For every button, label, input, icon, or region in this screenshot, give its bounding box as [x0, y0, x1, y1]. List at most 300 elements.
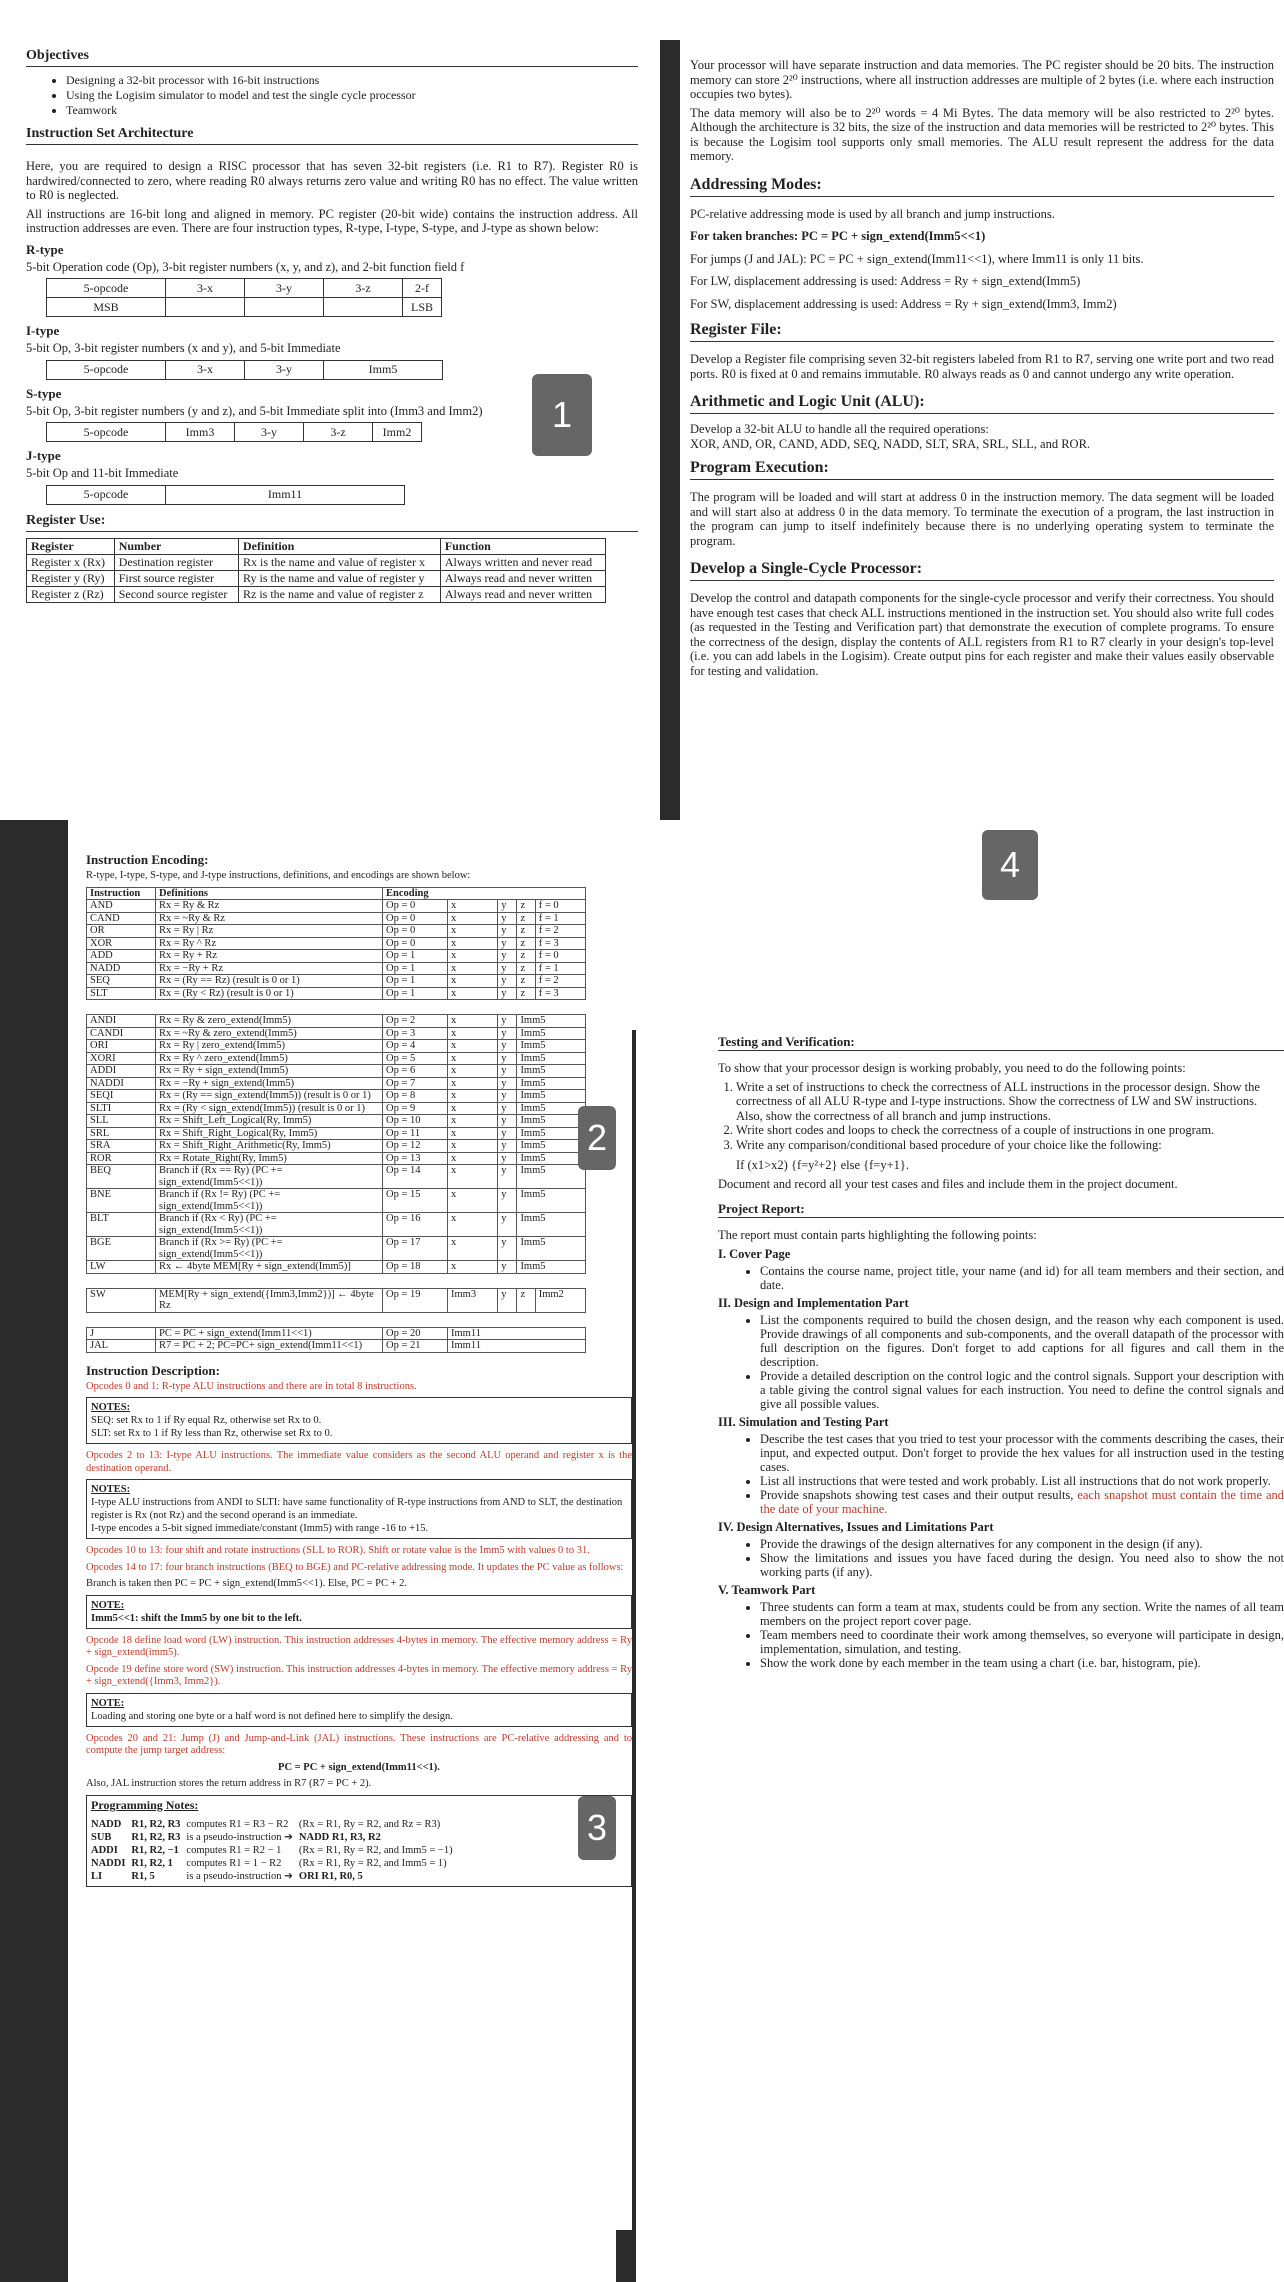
list-item: 3. Write any comparison/conditional based procedure of your choice like the following: [736, 1138, 1284, 1153]
msb-label: MSB [47, 298, 166, 317]
snapshot-warning: each snapshot must contain the time and the date of your machine. [760, 1487, 1284, 1516]
table-row [87, 962, 586, 975]
dark-divider-top [660, 40, 680, 830]
cell: Op = 0 [383, 937, 448, 950]
memory-paragraph-1: Your processor will have separate instruction and data memories. The PC register should be 20 bits. The instruction memory can store 2²⁰ instructions, where all instruction addresses are multiple of 2 bytes (i.e. where each instruction occupies two bytes). [690, 58, 1274, 101]
cell: ADD [87, 950, 156, 963]
cell: ORI R1, R0, 5 [298, 1870, 363, 1882]
cell: Op = 6 [383, 1065, 448, 1078]
cell: y [498, 1189, 517, 1213]
cell: y [498, 1015, 517, 1028]
cell: x [448, 1213, 498, 1237]
cell: CAND [87, 912, 156, 925]
cell: First source register [114, 570, 238, 586]
cell: Imm5 [517, 1027, 586, 1040]
rtype-desc: 5-bit Operation code (Op), 3-bit register numbers (x, y, and z), and 2-bit function field f [26, 259, 465, 274]
cell: BLT [87, 1213, 156, 1237]
cell: x [448, 1237, 498, 1261]
field: 3-y [245, 279, 324, 298]
cell: R1, R2, −1 [131, 1844, 179, 1856]
addr-line: For SW, displacement addressing is used: Address = Ry + sign_extend(Imm3, Imm2) [690, 296, 1117, 311]
cell: NADD [87, 962, 156, 975]
cell: z [517, 950, 535, 963]
field: 3-z [304, 423, 373, 442]
cell: SLL [87, 1115, 156, 1128]
memory-paragraph-2: The data memory will also be to 2²⁰ words = 4 Mi Bytes. The data memory will be also restricted to 2²⁰ bytes. Although the architecture is 32 bits, the size of the instruction and data memories will be restricted to 2²⁰ bytes. This is because the Logisim tool supports only small memories. The ALU result represent the address for the data memory. [690, 105, 1274, 163]
cell: y [498, 1261, 517, 1274]
cell: y [498, 1152, 517, 1165]
page-panel-5 [636, 1030, 1284, 2282]
note-line: SLT: set Rx to 1 if Ry less than Rz, otherwise set Rx to 0. [91, 1428, 333, 1439]
cell: x [448, 912, 498, 925]
column-header: Definitions [156, 887, 383, 900]
cell: x [448, 925, 498, 938]
report-intro: The report must contain parts highlighting the following points: [718, 1228, 1037, 1242]
testing-code: If (x1>x2) {f=y²+2} else {f=y+1}. [736, 1158, 910, 1172]
cell: Always written and never read [440, 554, 605, 570]
cell: f = 1 [535, 962, 585, 975]
cell: y [498, 1077, 517, 1090]
section-2-title: II. Design and Implementation Part [718, 1295, 909, 1310]
field: 3-y [245, 360, 324, 379]
register-file-paragraph: Develop a Register file comprising seven 32-bit registers labeled from R1 to R7, serving one write port and two read ports. R0 is fixed at 0 and remains immutable. R0 always reads as 0 and cannot undergo any write operation. [690, 352, 1274, 381]
cell: Rx = ~Ry & Rz [156, 912, 383, 925]
jtype-desc: 5-bit Op and 11-bit Immediate [26, 466, 179, 480]
cell: Rx = Shift_Right_Logical(Ry, Imm5) [156, 1127, 383, 1140]
cell: Op = 13 [383, 1152, 448, 1165]
table-row [87, 1065, 586, 1078]
cell: SRA [87, 1140, 156, 1153]
opcode-2-13-text: Opcodes 2 to 13: I-type ALU instructions. The immediate value considers as the second ALU operand and register x is the destination operand. [86, 1450, 632, 1474]
table-row [27, 570, 606, 586]
cell: Imm5 [517, 1065, 586, 1078]
field: 3-z [324, 279, 403, 298]
cell: R7 = PC + 2; PC=PC+ sign_extend(Imm11<<1) [156, 1340, 383, 1353]
cell: ANDI [87, 1015, 156, 1028]
list-item: • Contains the course name, project title, your name (and id) for all team members and their section, and date. [760, 1264, 1284, 1292]
cell: Imm2 [535, 1288, 585, 1312]
cell: Imm5 [517, 1102, 586, 1115]
register-use-table [26, 538, 606, 603]
cell: Rx = Ry ^ Rz [156, 937, 383, 950]
table-row [87, 1015, 586, 1028]
cell: x [448, 962, 498, 975]
note-line: I-type ALU instructions from ANDI to SLTI: have same functionality of R-type instructions from AND to SLT, the destination register is Rx (not Rz) and the second operand is an immediate. [91, 1497, 623, 1521]
cell: y [498, 1102, 517, 1115]
table-row [87, 1127, 586, 1140]
cell: Rx = −Ry + sign_extend(Imm5) [156, 1077, 383, 1090]
cell: Op = 18 [383, 1261, 448, 1274]
field: 5-opcode [47, 423, 166, 442]
cell: computes R1 = R3 − R2 [186, 1818, 289, 1830]
cell: XOR [87, 937, 156, 950]
section-3-list [718, 1432, 1284, 1516]
programming-notes-table [91, 1818, 459, 1883]
note-line: Loading and storing one byte or a half word is not defined here to simplify the design. [91, 1710, 453, 1722]
cell: Imm5 [517, 1237, 586, 1261]
page-badge-2: 2 [578, 1106, 616, 1170]
cell: x [448, 1090, 498, 1103]
cell: Rx = (Ry < sign_extend(Imm5)) (result is 0 or 1) [156, 1102, 383, 1115]
cell: Imm3 [448, 1288, 498, 1312]
cell: Imm5 [517, 1152, 586, 1165]
column-header: Definition [239, 538, 441, 554]
cell: MEM[Ry + sign_extend({Imm3,Imm2})] ← 4byte Rz [156, 1288, 383, 1312]
cell: BNE [87, 1189, 156, 1213]
cell: x [448, 1261, 498, 1274]
cell: SUB [91, 1831, 112, 1843]
cell: Op = 20 [383, 1327, 448, 1340]
cell: Always read and never written [440, 586, 605, 602]
list-item: • Team members need to coordinate their work among themselves, so everyone will participate in design, implementation, simulation, and testing. [760, 1628, 1284, 1656]
column-header: Instruction [87, 887, 156, 900]
cell: Imm5 [517, 1165, 586, 1189]
field: Imm5 [324, 360, 443, 379]
table-row [87, 1213, 586, 1237]
encoding-desc: R-type, I-type, S-type, and J-type instructions, definitions, and encodings are shown below: [86, 870, 471, 881]
table-row [91, 1831, 459, 1844]
cell: x [448, 1015, 498, 1028]
cell: Rx = (Ry == Rz) (result is 0 or 1) [156, 975, 383, 988]
cell: y [498, 1140, 517, 1153]
rtype-format-table [46, 278, 442, 317]
section-3-title: III. Simulation and Testing Part [718, 1414, 889, 1429]
cell: y [498, 1027, 517, 1040]
list-item: • List all instructions that were tested and work probably. List all instructions that do not work properly. [760, 1474, 1284, 1488]
cell: Rx = Ry + sign_extend(Imm5) [156, 1065, 383, 1078]
cell: Always read and never written [440, 570, 605, 586]
cell: SLTI [87, 1102, 156, 1115]
cell: ROR [87, 1152, 156, 1165]
cell: Op = 1 [383, 987, 448, 1000]
cell: NADDI [87, 1077, 156, 1090]
cell: Rx ← 4byte MEM[Ry + sign_extend(Imm5)] [156, 1261, 383, 1274]
cell: Op = 17 [383, 1237, 448, 1261]
cell: SLT [87, 987, 156, 1000]
table-row [87, 987, 586, 1000]
table-row [87, 1340, 586, 1353]
field: 5-opcode [47, 485, 166, 504]
cell: NADD [91, 1818, 122, 1830]
cell: XORI [87, 1052, 156, 1065]
table-row [87, 1140, 586, 1153]
cell: x [448, 1040, 498, 1053]
cell: z [517, 912, 535, 925]
cell: Op = 8 [383, 1090, 448, 1103]
cell: Op = 15 [383, 1189, 448, 1213]
table-row [87, 1052, 586, 1065]
cell: NADDI [91, 1857, 126, 1869]
cell: y [498, 1127, 517, 1140]
cell: Op = 5 [383, 1052, 448, 1065]
snapshot-text: Provide snapshots showing test cases and their output results, [760, 1487, 1074, 1502]
table-row [87, 1102, 586, 1115]
cell: SEQ [87, 975, 156, 988]
cell: Second source register [114, 586, 238, 602]
notes-title: NOTE: [91, 1599, 125, 1611]
cell: y [498, 975, 517, 988]
cell: x [448, 1102, 498, 1115]
table-row [91, 1818, 459, 1831]
notes-title: NOTES: [91, 1402, 131, 1413]
instruction-description-heading: Instruction Description: [86, 1362, 220, 1378]
cell: x [448, 1152, 498, 1165]
section-5-list [718, 1600, 1284, 1670]
list-item: • Three students can form a team at max, students could be from any section. Write the names of all team members on the project report cover page. [760, 1600, 1284, 1628]
cell: f = 3 [535, 937, 585, 950]
cell: Rx = Ry | zero_extend(Imm5) [156, 1040, 383, 1053]
section-1-list [718, 1264, 1284, 1292]
table-row [87, 912, 586, 925]
cell: Imm11 [448, 1327, 586, 1340]
cell: is a pseudo-instruction ➔ [186, 1831, 293, 1843]
cell: SRL [87, 1127, 156, 1140]
itype-format-table [46, 360, 443, 380]
encoding-heading: Instruction Encoding: [86, 852, 209, 867]
notes-title: NOTES: [91, 1484, 131, 1495]
cell: x [448, 1127, 498, 1140]
dark-divider-right [616, 820, 1284, 1030]
table-row [87, 1027, 586, 1040]
cell: Op = 10 [383, 1115, 448, 1128]
cell: (Rx = R1, Ry = R2, and Rz = R3) [298, 1818, 441, 1830]
opcode-18-text: Opcode 18 define load word (LW) instruction. This instruction addresses 4-bytes in memory. The effective memory address = Ry + sign_extend(imm5). [86, 1634, 632, 1658]
lsb-label: LSB [403, 298, 442, 317]
cell: z [517, 962, 535, 975]
cell: y [498, 1115, 517, 1128]
dark-divider-left [0, 820, 68, 2282]
cell: CANDI [87, 1027, 156, 1040]
table-row [87, 950, 586, 963]
cell: Op = 9 [383, 1102, 448, 1115]
cell: y [498, 900, 517, 913]
cell: Op = 1 [383, 975, 448, 988]
table-row [27, 554, 606, 570]
cell: Rx = Shift_Right_Arithmetic(Ry, Imm5) [156, 1140, 383, 1153]
table-row [87, 1165, 586, 1189]
table-row [87, 1090, 586, 1103]
table-row [91, 1844, 459, 1857]
cell: is a pseudo-instruction ➔ [186, 1870, 293, 1882]
cell: y [498, 912, 517, 925]
cell: x [448, 937, 498, 950]
jtype-heading: J-type [26, 448, 61, 463]
report-heading: Project Report: [718, 1201, 1284, 1218]
cell: f = 0 [535, 950, 585, 963]
cell: z [517, 937, 535, 950]
list-item: • Show the work done by each member in the team using a chart (i.e. bar, histogram, pie). [760, 1656, 1284, 1670]
cell: x [448, 987, 498, 1000]
cell: x [448, 900, 498, 913]
cell: Rx = (Ry < Rz) (result is 0 or 1) [156, 987, 383, 1000]
cell: y [498, 950, 517, 963]
field: 5-opcode [47, 279, 166, 298]
page-panel-4 [690, 58, 1274, 830]
list-item: • Designing a 32-bit processor with 16-bit instructions [66, 73, 638, 88]
field: 3-x [166, 279, 245, 298]
cell: Op = 3 [383, 1027, 448, 1040]
note-line: SEQ: set Rx to 1 if Ry equal Rz, otherwise set Rx to 0. [91, 1415, 322, 1426]
cell: PC = PC + sign_extend(Imm11<<1) [156, 1327, 383, 1340]
cell: y [498, 925, 517, 938]
field: 3-y [235, 423, 304, 442]
field: 3-x [166, 360, 245, 379]
cell: x [448, 950, 498, 963]
opcode-20-21-text: Opcodes 20 and 21: Jump (J) and Jump-and-Link (JAL) instructions. These instructions are PC-relative addressing and to compute the jump target address: [86, 1732, 632, 1756]
table-row [87, 1237, 586, 1261]
testing-doc: Document and record all your test cases and files and include them in the project document. [718, 1176, 1178, 1191]
cell: Op = 11 [383, 1127, 448, 1140]
table-row [87, 1327, 586, 1340]
stype-format-table [46, 422, 422, 442]
cell: y [498, 1052, 517, 1065]
table-row [87, 975, 586, 988]
table-row [87, 1077, 586, 1090]
stype-heading: S-type [26, 385, 62, 401]
list-item: 1. Write a set of instructions to check the correctness of ALL instructions in the processor design. Show the correctness of all ALU R-type and I-type instructions. Show the correctness of LW and SW instructions. Also, show the correctness of all branch and jump instructions. [736, 1080, 1284, 1124]
table-row [91, 1870, 459, 1883]
cell: y [498, 987, 517, 1000]
cell: Op = 0 [383, 925, 448, 938]
table-row [87, 1261, 586, 1274]
testing-heading: Testing and Verification: [718, 1034, 1284, 1051]
cell: Imm5 [517, 1015, 586, 1028]
cell: Op = 1 [383, 950, 448, 963]
cell: Rx = −Ry + Rz [156, 962, 383, 975]
notes-box-4 [86, 1693, 632, 1727]
cell: ORI [87, 1040, 156, 1053]
branch-text: Branch is taken then PC = PC + sign_extend(Imm5<<1). Else, PC = PC + 2. [86, 1578, 408, 1589]
cell: Rx = Ry | Rz [156, 925, 383, 938]
cell: y [498, 1213, 517, 1237]
cell: f = 2 [535, 975, 585, 988]
section-2-list [718, 1313, 1284, 1411]
field: Imm2 [373, 423, 422, 442]
cell: Op = 2 [383, 1015, 448, 1028]
cell: R1, R2, R3 [131, 1818, 181, 1830]
cell: Rx = ~Ry & zero_extend(Imm5) [156, 1027, 383, 1040]
cell: J [87, 1327, 156, 1340]
cell: x [448, 1027, 498, 1040]
addressing-heading: Addressing Modes: [690, 176, 1274, 197]
itype-heading: I-type [26, 323, 60, 338]
isa-paragraph-2: All instructions are 16-bit long and aligned in memory. PC register (20-bit wide) contains the instruction address. All instruction addresses are even. There are four instruction types, R-type, I-type, S-type, and J-type as shown below: [26, 206, 638, 235]
develop-paragraph: Develop the control and datapath components for the single-cycle processor and verify their correctness. You should have enough test cases that check ALL instructions mentioned in the instruction set. You should also write full codes (as requested in the Testing and Verification part) that demonstrate the execution of complete programs. To ensure the correctness of the design, display the contents of ALL registers from R1 to R7 clearly in your design's top-level (i.e. you can add labels in the Logisim). Create output pins for each register and make their values easily observable for testing and validation. [690, 591, 1274, 678]
cell: Imm5 [517, 1077, 586, 1090]
cell: Branch if (Rx < Ry) (PC += sign_extend(Imm5<<1)) [156, 1213, 383, 1237]
testing-intro: To show that your processor design is working probably, you need to do the following points: [718, 1061, 1186, 1075]
jtype-format-table [46, 485, 405, 505]
cell: Branch if (Rx == Ry) (PC += sign_extend(Imm5<<1)) [156, 1165, 383, 1189]
cell: f = 2 [535, 925, 585, 938]
cell: SEQI [87, 1090, 156, 1103]
cell: z [517, 900, 535, 913]
cell: computes R1 = R2 − 1 [186, 1844, 282, 1856]
cell: Imm5 [517, 1213, 586, 1237]
addr-line: PC-relative addressing mode is used by all branch and jump instructions. [690, 206, 1055, 221]
column-header: Function [440, 538, 605, 554]
notes-title: NOTE: [91, 1697, 125, 1709]
cell: Op = 1 [383, 962, 448, 975]
addr-line: For LW, displacement addressing is used: Address = Ry + sign_extend(Imm5) [690, 274, 1081, 288]
cell: Rx is the name and value of register x [239, 554, 441, 570]
cell: y [498, 1288, 517, 1312]
field: Imm11 [166, 485, 405, 504]
table-row [87, 925, 586, 938]
cell: R1, 5 [131, 1870, 155, 1882]
note-line: I-type encodes a 5-bit signed immediate/constant (Imm5) with range -16 to +15. [91, 1523, 429, 1534]
testing-list [718, 1080, 1284, 1153]
opcode-14-17-text: Opcodes 14 to 17: four branch instructions (BEQ to BGE) and PC-relative addressing mode. It updates the PC value as follows: [86, 1561, 624, 1573]
notes-box-3 [86, 1595, 632, 1629]
note-line: Imm5<<1: shift the Imm5 by one bit to the left. [91, 1612, 302, 1624]
alu-paragraph-2: XOR, AND, OR, CAND, ADD, SEQ, NADD, SLT, SRA, SRL, SLL, and ROR. [690, 436, 1091, 451]
page-badge-1: 1 [532, 374, 592, 456]
cell: Imm11 [448, 1340, 586, 1353]
table-row [91, 1857, 459, 1870]
cell: Rx = Ry & zero_extend(Imm5) [156, 1015, 383, 1028]
cell: Branch if (Rx != Ry) (PC += sign_extend(Imm5<<1)) [156, 1189, 383, 1213]
cell: SW [87, 1288, 156, 1312]
table-row [87, 1189, 586, 1213]
addr-line: For jumps (J and JAL): PC = PC + sign_extend(Imm11<<1), where Imm11 is only 11 bits. [690, 251, 1144, 266]
cell: Imm5 [517, 1127, 586, 1140]
cell: y [498, 962, 517, 975]
column-header: Register [27, 538, 115, 554]
table-row [87, 900, 586, 913]
cell: z [517, 987, 535, 1000]
cell: x [448, 1052, 498, 1065]
cell: Imm5 [517, 1052, 586, 1065]
list-item: • Using the Logisim simulator to model and test the single cycle processor [66, 88, 638, 103]
cell: y [498, 1040, 517, 1053]
cell: Op = 0 [383, 900, 448, 913]
cell: z [517, 1288, 535, 1312]
cell: Op = 0 [383, 912, 448, 925]
cell: Op = 4 [383, 1040, 448, 1053]
cell: Imm5 [517, 1189, 586, 1213]
table-row [27, 586, 606, 602]
cell: Op = 12 [383, 1140, 448, 1153]
cell: Register y (Ry) [27, 570, 115, 586]
stype-desc: 5-bit Op, 3-bit register numbers (y and z), and 5-bit Immediate split into (Imm3 and Imm2) [26, 403, 483, 418]
cell: BEQ [87, 1165, 156, 1189]
cell: x [448, 1065, 498, 1078]
cell: y [498, 937, 517, 950]
cell: JAL [87, 1340, 156, 1353]
addr-line: For taken branches: PC = PC + sign_extend(Imm5<<1) [690, 229, 986, 243]
programming-notes-box [86, 1795, 632, 1887]
cell: Imm5 [517, 1040, 586, 1053]
section-4-title: IV. Design Alternatives, Issues and Limitations Part [718, 1519, 994, 1534]
cell: Op = 16 [383, 1213, 448, 1237]
register-file-heading: Register File: [690, 321, 1274, 342]
cell: Rx = Ry ^ zero_extend(Imm5) [156, 1052, 383, 1065]
cell: (Rx = R1, Ry = R2, and Imm5 = 1) [298, 1857, 447, 1869]
program-execution-paragraph: The program will be loaded and will start at address 0 in the instruction memory. The data segment will be loaded and will start also at address 0 in the data memory. To terminate the execution of a program, the last instruction in the program can jump to itself indefinitely because there is no underlying operating system to terminate the program. [690, 490, 1274, 548]
cell: (Rx = R1, Ry = R2, and Imm5 = −1) [298, 1844, 453, 1856]
program-execution-heading: Program Execution: [690, 459, 1274, 480]
cell: x [448, 1189, 498, 1213]
page-panel-2-3 [70, 830, 632, 2230]
cell: y [498, 1065, 517, 1078]
itype-desc: 5-bit Op, 3-bit register numbers (x and y), and 5-bit Immediate [26, 341, 341, 355]
cell: z [517, 925, 535, 938]
column-header: Encoding [383, 887, 586, 900]
jump-equation: PC = PC + sign_extend(Imm11<<1). [278, 1761, 440, 1773]
cell: computes R1 = 1 − R2 [186, 1857, 282, 1869]
cell: Rx = Ry + Rz [156, 950, 383, 963]
